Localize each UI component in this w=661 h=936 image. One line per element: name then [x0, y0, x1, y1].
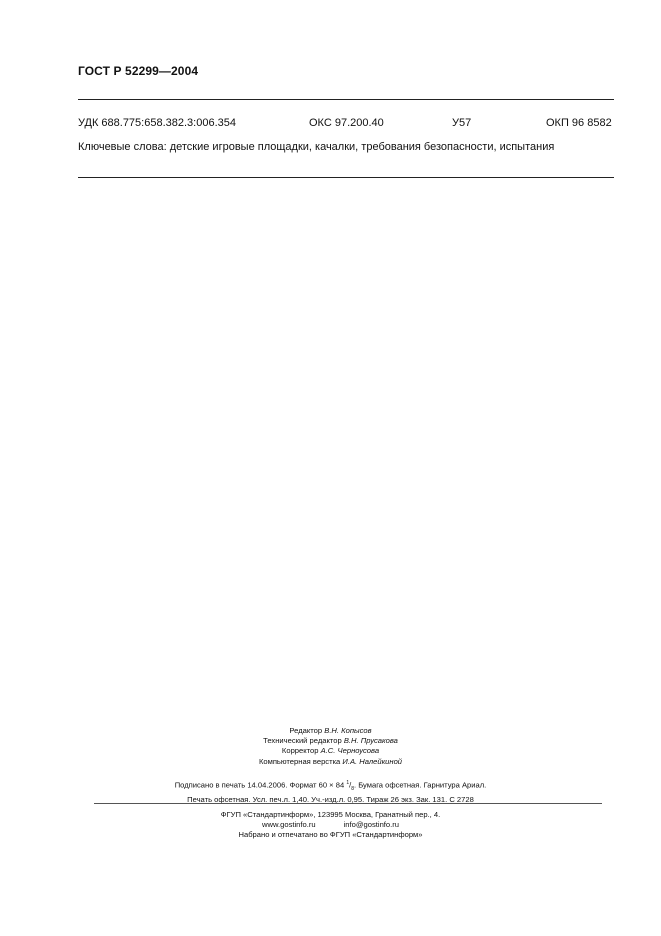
credit-tech-editor	[0, 736, 661, 746]
imprint-divider	[94, 803, 602, 804]
credit-name: И.А. Налейкиной	[342, 756, 403, 766]
keywords: Ключевые слова: детские игровые площадки, качалки, требования безопасности, испытания	[78, 141, 555, 153]
publisher-website[interactable]: www.gostinfo.ru	[261, 820, 316, 830]
credits-block	[0, 726, 661, 767]
print-format-fraction-numerator: 1	[346, 780, 350, 786]
credit-name: А.С. Черноусова	[320, 746, 380, 756]
publisher-email[interactable]: info@gostinfo.ru	[343, 820, 400, 830]
udk-code: УДК 688.775:658.382.3:006.354	[78, 117, 236, 129]
publisher-printed: Набрано и отпечатано во ФГУП «Стандартинформ»	[238, 830, 423, 840]
print-format-text: Подписано в печать 14.04.2006. Формат 60 × 84	[174, 780, 345, 790]
credit-name: В.Н. Копысов	[324, 726, 372, 735]
publisher-address: ФГУП «Стандартинформ», 123995 Москва, Гранатный пер., 4.	[220, 810, 441, 819]
print-info-line-2: Печать офсетная. Усл. печ.л. 1,40. Уч.-изд.л. 0,95. Тираж 26 экз. Зак. 131. С 2728	[187, 794, 474, 804]
top-divider	[78, 99, 614, 100]
group-code: У57	[452, 117, 472, 129]
publisher-contacts	[0, 820, 661, 830]
print-info-line-1: Подписано в печать 14.04.2006. Формат 60 × 84 $^1/_8$. Бумага офсетная. Гарнитура Ариал.	[174, 780, 487, 793]
print-info-block	[0, 778, 661, 805]
document-id: ГОСТ Р 52299—2004	[78, 64, 199, 78]
credit-role: Корректор	[281, 746, 319, 756]
credit-name: В.Н. Прусакова	[343, 736, 398, 746]
credit-editor	[0, 726, 661, 736]
oks-code: ОКС 97.200.40	[309, 117, 384, 129]
publisher-block	[0, 810, 661, 841]
credit-role: Редактор	[289, 726, 323, 735]
print-paper-text: . Бумага офсетная. Гарнитура Ариал.	[354, 780, 487, 790]
credit-role: Технический редактор	[263, 736, 342, 746]
okp-code: ОКП 96 8582	[546, 117, 612, 129]
keywords-divider	[78, 177, 614, 178]
credit-role: Компьютерная верстка	[258, 756, 341, 766]
credit-layout	[0, 757, 661, 767]
credit-corrector	[0, 746, 661, 756]
print-format-fraction-denominator: 8	[351, 786, 354, 793]
